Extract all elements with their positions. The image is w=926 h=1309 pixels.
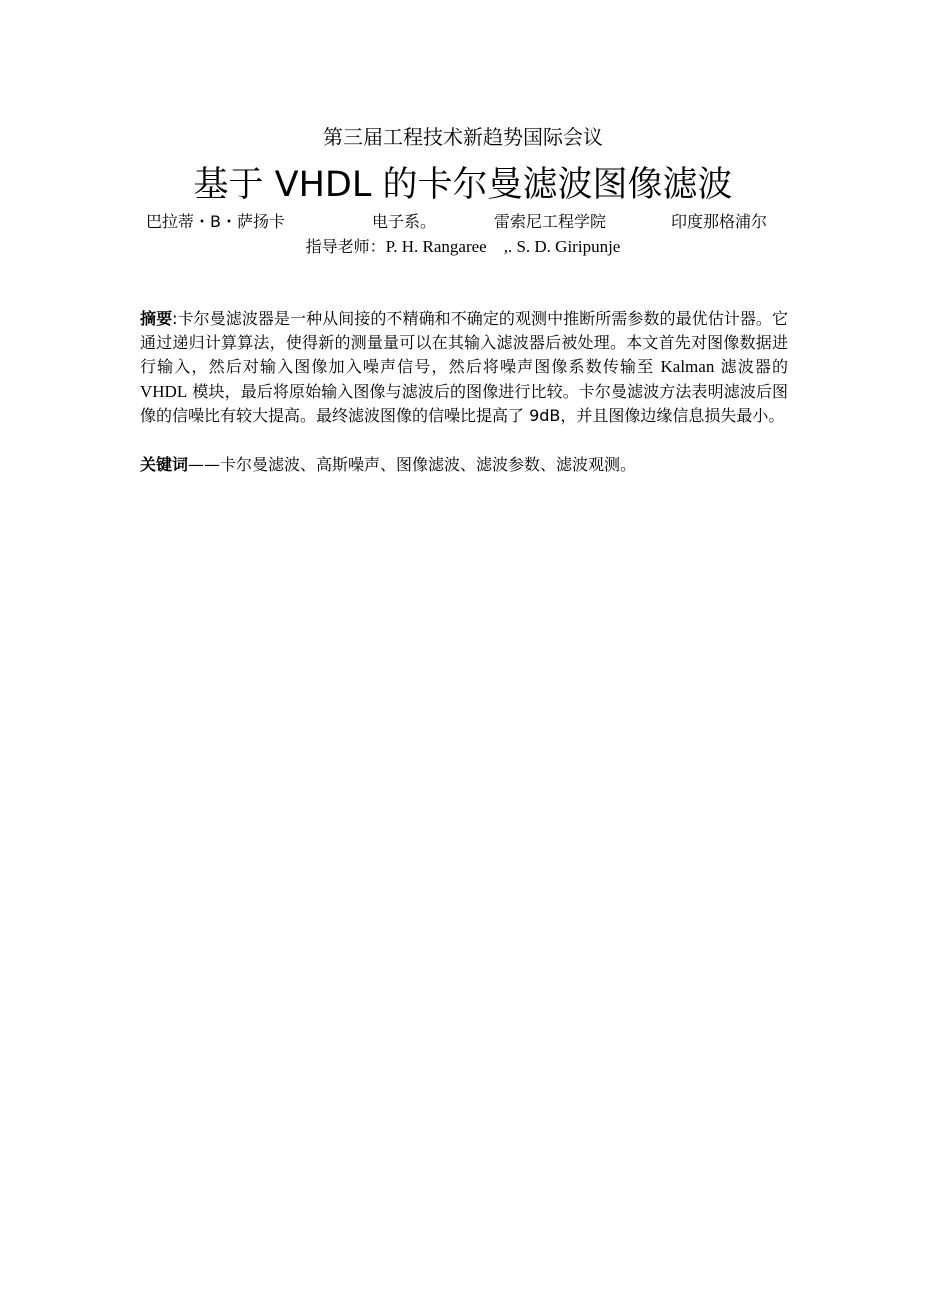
abstract-text-3: 模块，最后将原始输入图像与滤波后的图像进行比较。卡尔曼滤波方法表明滤波后图像的信噪比有较大提高。最终滤波图像的信噪比提高了 9dB，并且图像边缘信息损失最小。 bbox=[140, 381, 788, 425]
author-college: 雷索尼工程学院 bbox=[494, 212, 607, 231]
paper-title: 基于 VHDL 的卡尔曼滤波图像滤波 bbox=[193, 165, 733, 205]
abstract-label: 摘要 bbox=[140, 309, 173, 328]
keywords-line bbox=[140, 453, 788, 477]
abstract-text-1: 卡尔曼滤波器是一种从间接的不精确和不确定的观测中推断所需参数的最优估计器。它通过递归计算算法，使得新的测量量可以在其输入滤波器后被处理。本文首先对图像数据进行输入，然后对输入图像加入噪声信号，然后将噪声图像系数传输至 bbox=[140, 309, 788, 377]
advisor-names: P. H. Rangaree ,. S. D. Giripunje bbox=[385, 237, 621, 256]
advisor-line bbox=[0, 236, 926, 258]
abstract-separator: : bbox=[172, 309, 178, 328]
author-name: 巴拉蒂・B・萨扬卡 bbox=[146, 212, 285, 231]
abstract-paragraph bbox=[140, 307, 788, 428]
abstract-vhdl: VHDL bbox=[140, 381, 188, 401]
advisor-label: 指导老师： bbox=[305, 237, 386, 256]
conference-name: 第三届工程技术新趋势国际会议 bbox=[323, 125, 603, 149]
abstract-kalman: Kalman bbox=[660, 357, 715, 377]
abstract-text-2: 滤波器的 bbox=[714, 357, 788, 377]
keywords-label: 关键词 bbox=[140, 455, 189, 474]
author-department: 电子系。 bbox=[372, 212, 437, 231]
author-location: 印度那格浦尔 bbox=[671, 212, 768, 231]
keywords-text: ——卡尔曼滤波、高斯噪声、图像滤波、滤波参数、滤波观测。 bbox=[188, 455, 637, 474]
